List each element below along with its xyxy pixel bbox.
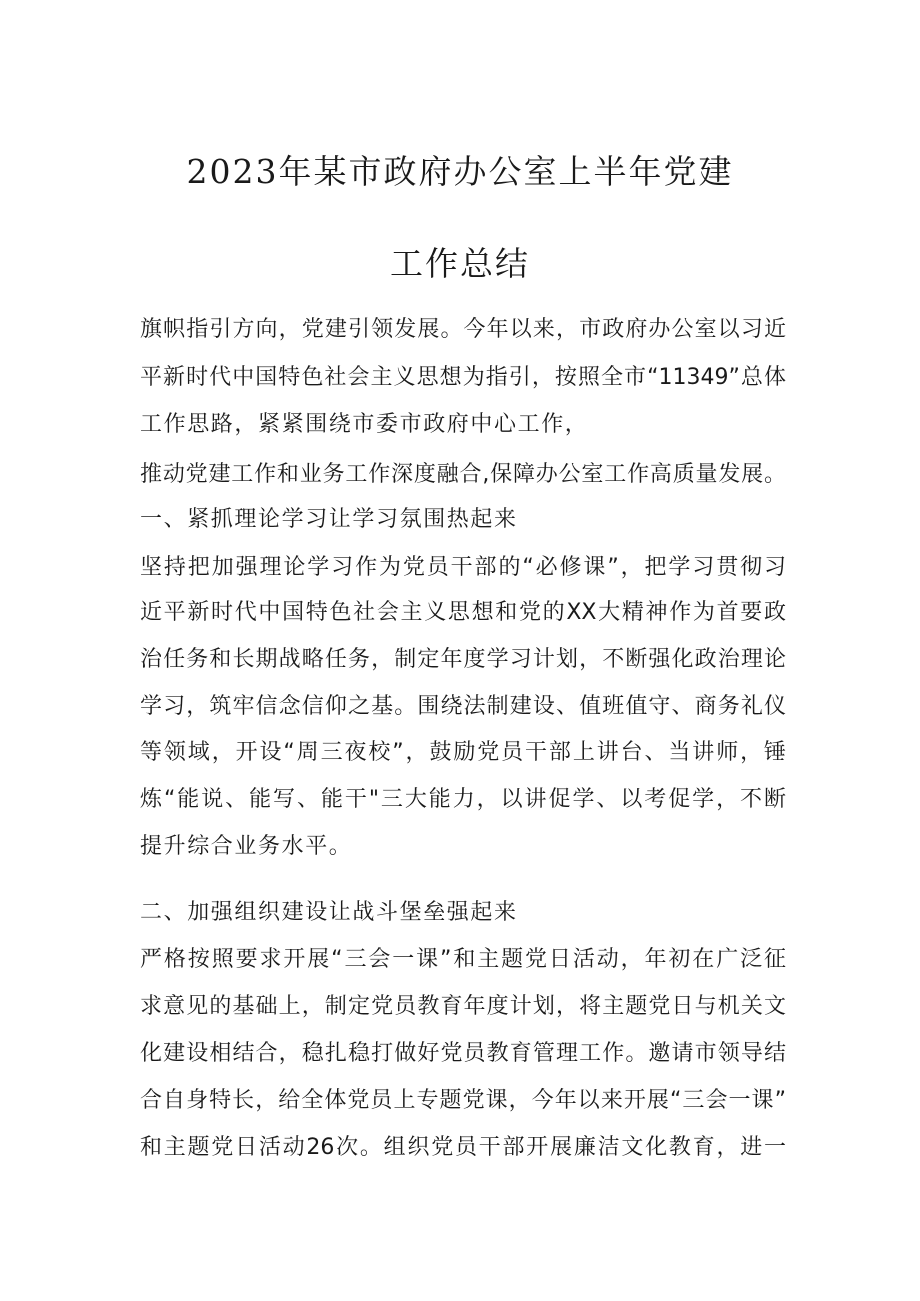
paragraph-line: 近平新时代中国特色社会主义思想和党的XX大精神作为首要政 <box>140 600 786 625</box>
paragraph-line: 推动党建工作和业务工作深度融合,保障办公室工作高质量发展。 <box>140 462 786 487</box>
paragraph-line: 提升综合业务水平。 <box>140 834 353 859</box>
paragraph-line: 严格按照要求开展“三会一课”和主题党日活动，年初在广泛征 <box>140 947 787 972</box>
section-heading: 二、加强组织建设让战斗堡垒强起来 <box>140 900 518 925</box>
paragraph-line: 和主题党日活动26次。组织党员干部开展廉洁文化教育，进一 <box>140 1135 786 1160</box>
paragraph-line: 工作思路，紧紧围绕市委市政府中心工作， <box>140 412 589 437</box>
paragraph-line: 坚持把加强理论学习作为党员干部的“必修课”，把学习贯彻习 <box>140 555 786 580</box>
section-heading: 一、紧抓理论学习让学习氛围热起来 <box>140 507 518 532</box>
document-title-line-1: 2023年某市政府办公室上半年党建 <box>186 152 734 191</box>
paragraph-line: 求意见的基础上，制定党员教育年度计划，将主题党日与机关文 <box>140 994 786 1019</box>
paragraph-line: 炼“能说、能写、能干"三大能力，以讲促学、以考促学，不断 <box>140 787 786 812</box>
paragraph-line: 旗帜指引方向，党建引领发展。今年以来，市政府办公室以习近 <box>140 317 786 342</box>
paragraph-line: 等领域，开设“周三夜校”，鼓励党员干部上讲台、当讲师，锤 <box>140 740 787 765</box>
paragraph-line: 合自身特长，给全体党员上专题党课，今年以来开展“三会一课” <box>140 1088 786 1113</box>
paragraph-line: 化建设相结合，稳扎稳打做好党员教育管理工作。邀请市领导结 <box>140 1041 786 1066</box>
paragraph-line: 治任务和长期战略任务，制定年度学习计划，不断强化政治理论 <box>140 647 786 672</box>
paragraph-line: 学习，筑牢信念信仰之基。围绕法制建设、值班值守、商务礼仪 <box>140 694 786 719</box>
document-title-line-2: 工作总结 <box>390 244 530 283</box>
paragraph-line: 平新时代中国特色社会主义思想为指引，按照全市“11349”总体 <box>140 365 786 390</box>
